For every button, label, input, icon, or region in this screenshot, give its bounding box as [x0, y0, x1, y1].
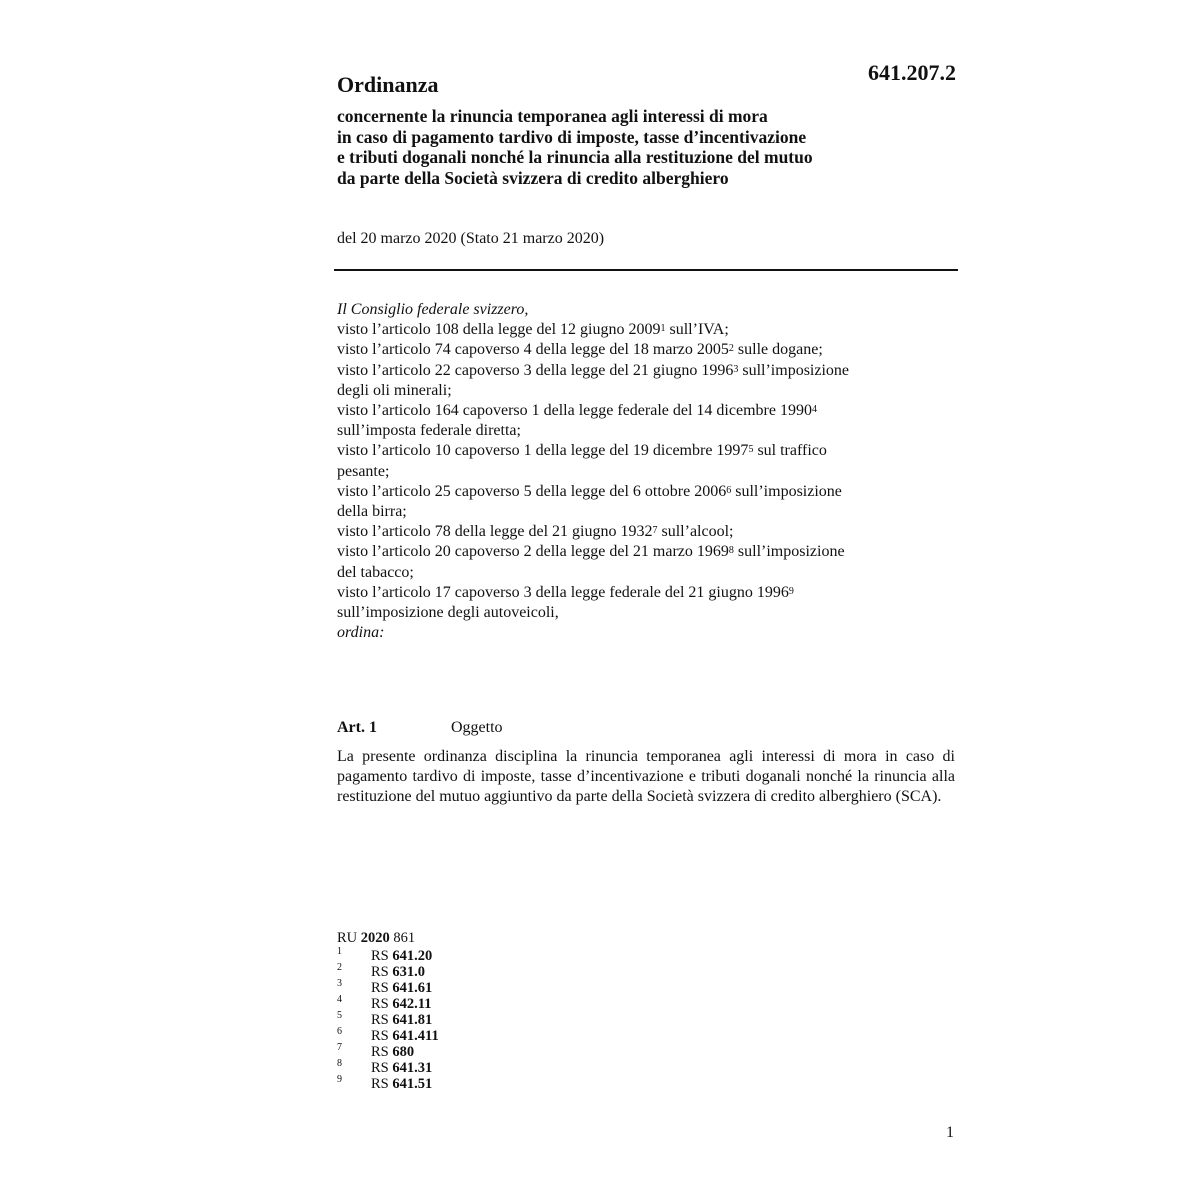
preamble-line-text: sul traffico — [753, 442, 827, 460]
footnote-reference[interactable]: 641.81 — [392, 1012, 433, 1028]
preamble-line — [337, 542, 937, 562]
footnote-prefix: RS — [371, 1060, 389, 1076]
page-title: Ordinanza — [337, 72, 439, 97]
footnote-item — [337, 980, 637, 996]
footnote-prefix: RS — [371, 1012, 389, 1028]
header-divider — [334, 269, 958, 271]
preamble-line-text: sull’imposizione — [731, 482, 842, 500]
preamble-line-text: della birra; — [337, 503, 407, 521]
footnote-prefix: RS — [371, 964, 389, 980]
footnote-marker[interactable]: 1 — [660, 323, 666, 335]
preamble-line-text: visto l’articolo 25 capoverso 5 della legge del 6 ottobre 2006 — [337, 482, 727, 500]
footnote-text — [371, 996, 431, 1012]
preamble-lines — [337, 320, 937, 623]
preamble-line-text: visto l’articolo 20 capoverso 2 della legge del 21 marzo 1969 — [337, 543, 729, 561]
footnote-text — [371, 948, 432, 964]
footnote-marker[interactable]: 6 — [726, 484, 732, 496]
preamble-line — [337, 340, 937, 360]
ru-prefix: RU — [337, 930, 358, 946]
footnote-text — [371, 1076, 432, 1092]
footnote-text — [371, 964, 425, 980]
footnote-item — [337, 1028, 637, 1044]
footnote-text — [371, 1012, 432, 1028]
article-heading — [337, 719, 955, 741]
footnote-number: 7 — [337, 1042, 342, 1053]
preamble-line — [337, 441, 937, 461]
preamble-line-text: sulle dogane; — [733, 341, 823, 359]
footnote-item — [337, 1012, 637, 1028]
subtitle-line: e tributi doganali nonché la rinuncia alla restituzione del mutuo — [337, 147, 813, 167]
preamble-line-text: degli oli minerali; — [337, 381, 452, 399]
footnote-number: 2 — [337, 962, 342, 973]
footnote-marker[interactable]: 3 — [733, 363, 739, 375]
preamble-line — [337, 482, 937, 502]
footnote-marker[interactable]: 5 — [748, 444, 754, 456]
preamble-line-text: pesante; — [337, 462, 390, 480]
preamble-line-text: visto l’articolo 17 capoverso 3 della legge federale del 21 giugno 1996 — [337, 583, 789, 601]
footnote-item — [337, 948, 637, 964]
footnote-item — [337, 964, 637, 980]
article-number: Art. 1 — [337, 719, 377, 736]
preamble-line-text: sull’imposizione — [738, 361, 850, 379]
footnote-marker[interactable]: 2 — [728, 343, 734, 355]
preamble-line-text: visto l’articolo 108 della legge del 12 giugno 2009 — [337, 321, 661, 339]
footnote-prefix: RS — [371, 1044, 389, 1060]
preamble-line-text: sull’imposizione — [733, 543, 845, 561]
footnote-text — [371, 980, 432, 996]
subtitle-line: da parte della Società svizzera di credito alberghiero — [337, 167, 729, 188]
preamble-closing: ordina: — [337, 624, 385, 642]
preamble-line — [337, 421, 937, 441]
footnote-item — [337, 1060, 637, 1076]
footnote-number: 6 — [337, 1026, 342, 1037]
footnote-reference[interactable]: 631.0 — [392, 964, 425, 980]
footnote-text — [371, 1028, 439, 1044]
preamble-line-text: sull’imposizione degli autoveicoli, — [337, 604, 559, 622]
preamble-line-text: visto l’articolo 22 capoverso 3 della legge del 21 giugno 1996 — [337, 361, 734, 379]
footnote-item — [337, 1044, 637, 1060]
footnote-reference[interactable]: 641.411 — [392, 1028, 439, 1044]
footnotes — [337, 929, 637, 1092]
footnote-marker[interactable]: 7 — [652, 525, 658, 537]
subtitle-line: concernente la rinuncia temporanea agli interessi di mora — [337, 106, 768, 126]
footnote-prefix: RS — [371, 1076, 389, 1092]
preamble-line-text: visto l’articolo 10 capoverso 1 della legge del 19 dicembre 1997 — [337, 442, 749, 460]
preamble-line-text: visto l’articolo 164 capoverso 1 della legge federale del 14 dicembre 1990 — [337, 402, 812, 420]
footnote-list — [337, 948, 637, 1092]
preamble-line — [337, 401, 937, 421]
footnote-prefix: RS — [371, 996, 389, 1012]
footnote-number: 8 — [337, 1058, 342, 1069]
preamble-line — [337, 522, 937, 542]
preamble-line — [337, 603, 937, 623]
article-1 — [337, 719, 955, 807]
preamble-line — [337, 583, 937, 603]
preamble-line — [337, 563, 937, 583]
footnote-reference[interactable]: 642.11 — [392, 996, 432, 1012]
article-title: Oggetto — [451, 719, 503, 736]
preamble-intro: Il Consiglio federale svizzero, — [337, 301, 529, 318]
footnote-prefix: RS — [371, 980, 389, 996]
ru-reference — [337, 929, 637, 948]
sr-number: 641.207.2 — [868, 60, 956, 85]
preamble-line-text: sull’imposta federale diretta; — [337, 422, 521, 440]
footnote-reference[interactable]: 641.61 — [392, 980, 433, 996]
footnote-reference[interactable]: 641.20 — [392, 948, 433, 964]
footnote-marker[interactable]: 4 — [811, 404, 817, 416]
page-number: 1 — [946, 1124, 954, 1141]
preamble-line — [337, 462, 937, 482]
preamble-line — [337, 502, 937, 522]
footnote-reference[interactable]: 641.31 — [392, 1060, 433, 1076]
subtitle — [337, 106, 957, 188]
preamble-line — [337, 361, 937, 381]
ru-page: 861 — [393, 930, 416, 946]
article-body: La presente ordinanza disciplina la rinuncia temporanea agli interessi di mora in caso di pagamento tardivo di imposte, tasse d’incentivazione e tributi doganali nonché la rinuncia alla restituzione del mutuo aggiuntivo da parte della Società svizzera di credito alberghiero (SCA). — [337, 748, 955, 805]
subtitle-line: in caso di pagamento tardivo di imposte, tasse d’incentivazione — [337, 126, 807, 147]
date-status-line: del 20 marzo 2020 (Stato 21 marzo 2020) — [337, 230, 605, 247]
footnote-number: 9 — [337, 1074, 342, 1085]
footnote-item — [337, 1076, 637, 1092]
footnote-prefix: RS — [371, 1028, 389, 1044]
preamble-line-text: visto l’articolo 74 capoverso 4 della legge del 18 marzo 2005 — [337, 341, 729, 359]
preamble-line-text: del tabacco; — [337, 563, 414, 581]
footnote-prefix: RS — [371, 948, 389, 964]
footnote-reference[interactable]: 680 — [392, 1044, 415, 1060]
preamble-line-text: sull’IVA; — [665, 321, 729, 339]
preamble-line — [337, 320, 937, 340]
ru-year: 2020 — [360, 930, 390, 946]
footnote-item — [337, 996, 637, 1012]
preamble-line-text: sull’alcool; — [657, 523, 734, 541]
footnote-text — [371, 1060, 432, 1076]
footnote-number: 5 — [337, 1010, 342, 1021]
footnote-reference[interactable]: 641.51 — [392, 1076, 433, 1092]
footnote-number: 3 — [337, 978, 342, 989]
footnote-number: 1 — [337, 946, 342, 957]
footnote-number: 4 — [337, 994, 342, 1005]
preamble-line — [337, 381, 937, 401]
preamble — [337, 300, 937, 643]
footnote-marker[interactable]: 8 — [728, 545, 734, 557]
footnote-marker[interactable]: 9 — [788, 585, 794, 597]
footnote-text — [371, 1044, 414, 1060]
preamble-line-text: visto l’articolo 78 della legge del 21 giugno 1932 — [337, 523, 653, 541]
